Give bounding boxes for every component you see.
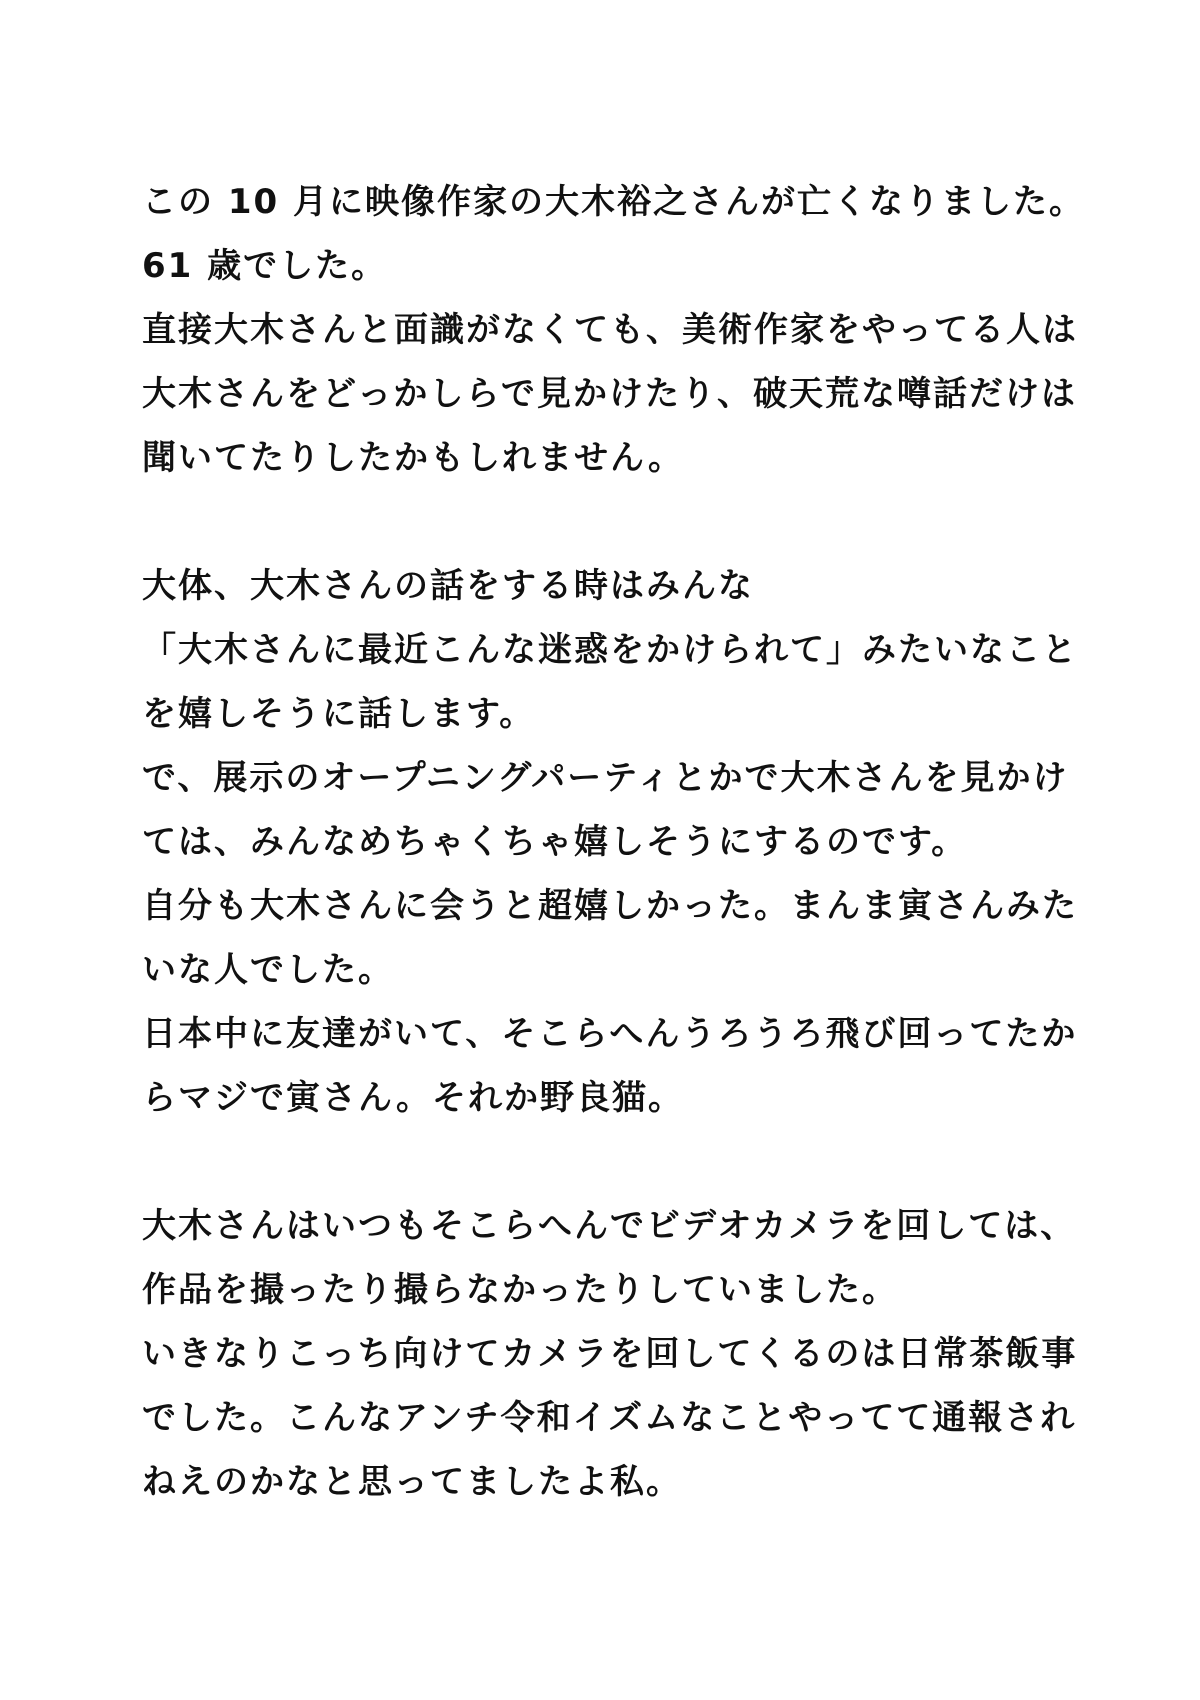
text-line: で、展示のオープニングパーティとかで大木さんを見かけ xyxy=(142,758,1069,798)
text-line: 大木さんをどっかしらで見かけたり、破天荒な噂話だけは xyxy=(142,374,1077,414)
text-line: 直接大木さんと面識がなくても、美術作家をやってる人は xyxy=(142,310,1078,350)
text-line: いきなりこっち向けてカメラを回してくるのは日常茶飯事 xyxy=(142,1334,1078,1374)
text-line: 大体、大木さんの話をする時はみんな xyxy=(142,566,754,606)
text-line: 日本中に友達がいて、そこらへんうろうろ飛び回ってたか xyxy=(142,1014,1078,1054)
paragraph-gap xyxy=(142,1130,1072,1194)
text-line: 「大木さんに最近こんな迷惑をかけられて」みたいなこと xyxy=(142,630,1078,670)
text-line: この 10 月に映像作家の大木裕之さんが亡くなりました。 xyxy=(142,182,1085,222)
paragraph-3 xyxy=(142,1194,1078,1514)
text-line: を嬉しそうに話します。 xyxy=(142,694,536,734)
text-line: ては、みんなめちゃくちゃ嬉しそうにするのです。 xyxy=(142,822,968,862)
text-line: 大木さんはいつもそこらへんでビデオカメラを回しては、 xyxy=(142,1206,1077,1246)
paragraph-gap xyxy=(142,490,1072,554)
text-line: 自分も大木さんに会うと超嬉しかった。まんま寅さんみた xyxy=(142,886,1078,926)
paragraph-2 xyxy=(142,554,1078,1130)
essay-body xyxy=(142,170,1085,1514)
text-line: でした。こんなアンチ令和イズムなことやってて通報され xyxy=(142,1398,1077,1438)
text-line: 61 歳でした。 xyxy=(142,246,388,286)
text-line: ねえのかなと思ってましたよ私。 xyxy=(142,1462,682,1502)
text-line: 聞いてたりしたかもしれません。 xyxy=(142,438,685,478)
paragraph-1 xyxy=(142,170,1085,490)
text-line: らマジで寅さん。それか野良猫。 xyxy=(142,1078,685,1118)
text-line: 作品を撮ったり撮らなかったりしていました。 xyxy=(142,1270,898,1310)
text-line: いな人でした。 xyxy=(142,950,394,990)
